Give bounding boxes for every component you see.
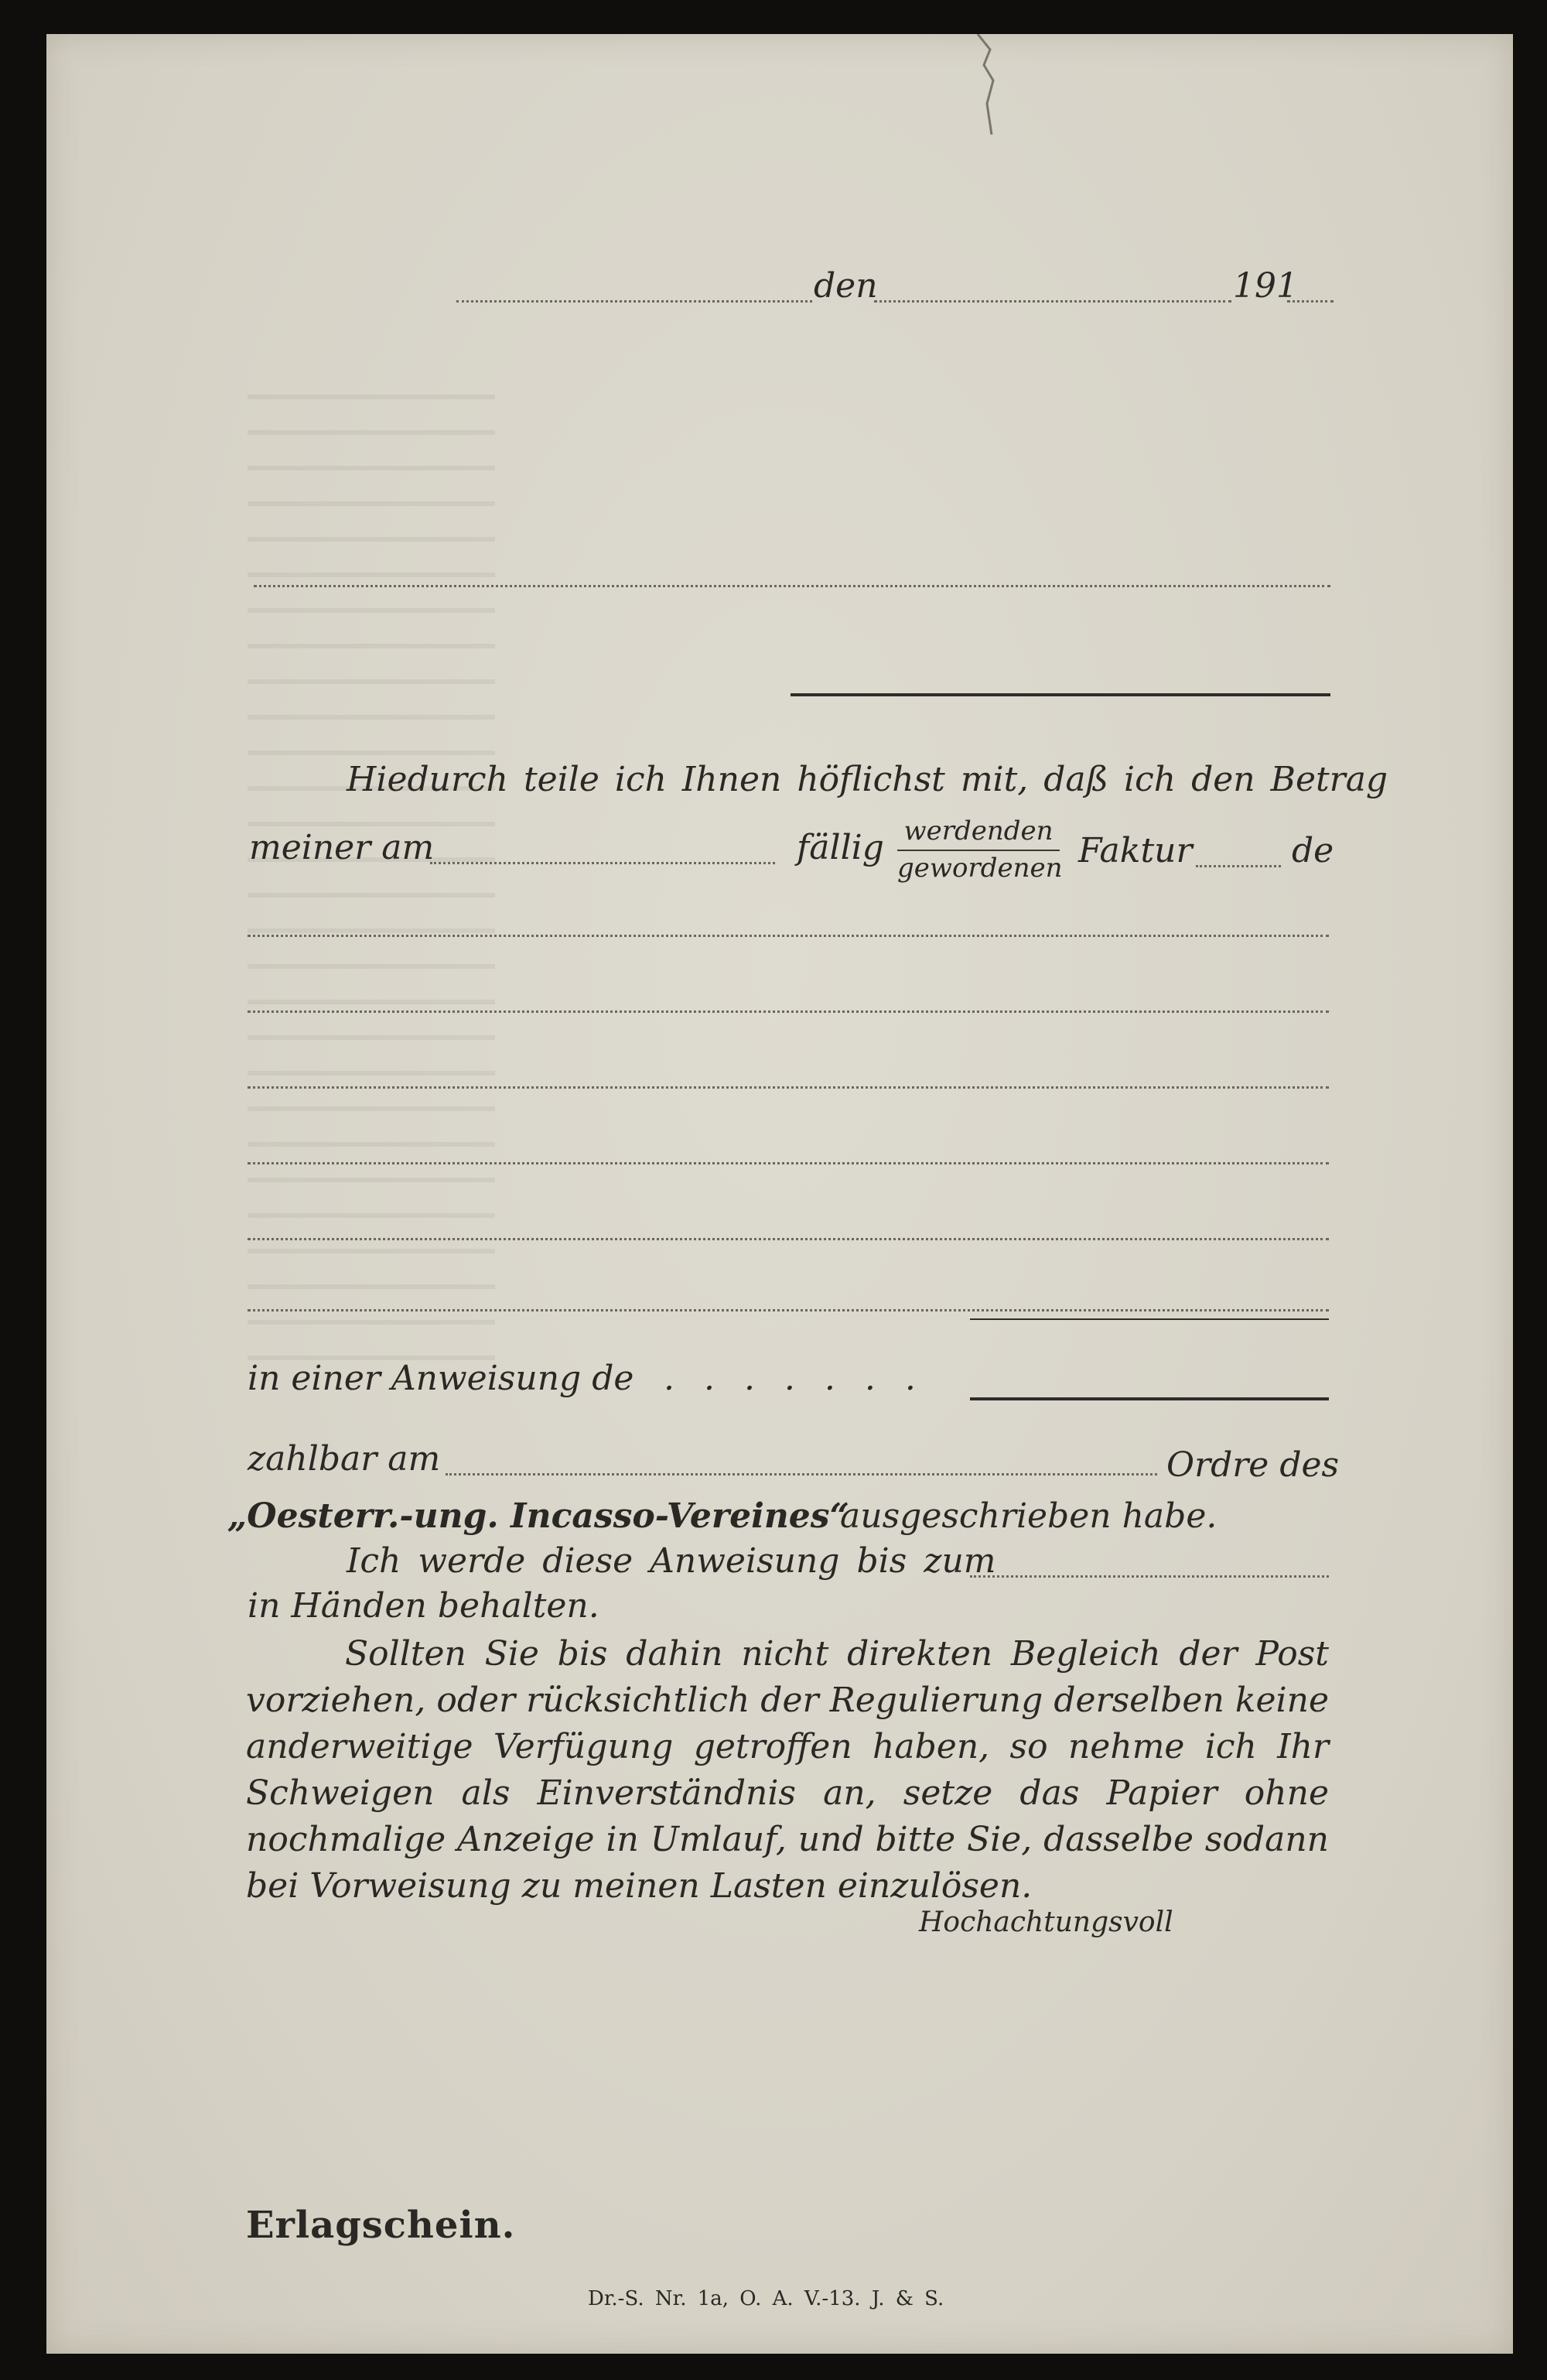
closing-hochachtungsvoll: Hochachtungsvoll [919,1906,1173,1938]
den-label: den [814,266,878,306]
invoice-date-blank[interactable] [430,862,775,864]
form-title: Erlagschein. [246,2204,516,2247]
anweisung-label: in einer Anweisung de [248,1359,634,1398]
year-label: 191 [1233,266,1298,306]
fraction-gewordenen: gewordenen [897,853,1063,884]
blank-line-2[interactable] [248,1010,1329,1013]
blank-line-3[interactable] [248,1086,1329,1089]
verein-name: „Oesterr.-ung. Incasso-Vereines“ [227,1496,849,1536]
zahlbar-am-label: zahlbar am [248,1439,441,1479]
year-blank[interactable] [1287,300,1334,303]
bis-zum-label: Ich werde diese Anweisung bis zum [347,1541,996,1581]
place-blank[interactable] [456,300,812,303]
paper-tear-mark [976,34,1007,135]
letter-line-1: Hiedurch teile ich Ihnen höflichst mit, daß ich den Betrag [347,760,1388,799]
anweisung-dots: . . . . . . . [664,1359,925,1398]
printer-imprint: Dr.-S. Nr. 1a, O. A. V.-13. J. & S. [588,2287,944,2310]
date-blank[interactable] [874,300,1231,303]
due-status-fraction [897,816,1063,884]
hold-until-blank[interactable] [970,1575,1329,1578]
blank-line-6[interactable] [248,1309,1329,1311]
invoice-amount-blank[interactable] [1196,865,1281,867]
sum-rule-thin [970,1318,1329,1320]
ordre-des-label: Ordre des [1166,1445,1340,1485]
recipient-address-line[interactable] [791,693,1330,696]
anweisung-amount-line[interactable] [970,1397,1329,1400]
fraction-werdenden: werdenden [897,816,1060,851]
ausgeschrieben-label: ausgeschrieben habe. [840,1496,1217,1536]
haenden-label: in Händen behalten. [248,1586,599,1626]
blank-line-4[interactable] [248,1162,1329,1164]
terms-paragraph: Sollten Sie bis dahin nicht direkten Begleich der Post vorziehen, oder rücksichtlich der Regulierung derselben keine anderweitige Verfügung getroffen haben, so nehme ich Ihr Schweigen als Einverständnis an, setze das Papier ohne nochmalige Anzeige in Umlauf, und bitte Sie, dasselbe sodann bei Vorweisung zu meinen Lasten einzulösen. [246,1634,1329,1906]
recipient-line[interactable] [254,585,1330,587]
fallig-label: fällig [797,828,884,867]
payable-date-blank[interactable] [446,1473,1157,1476]
blank-line-1[interactable] [248,935,1329,937]
de-label: de [1292,831,1334,870]
meiner-am-label: meiner am [249,828,435,867]
blank-line-5[interactable] [248,1238,1329,1240]
faktur-label: Faktur [1078,831,1193,870]
